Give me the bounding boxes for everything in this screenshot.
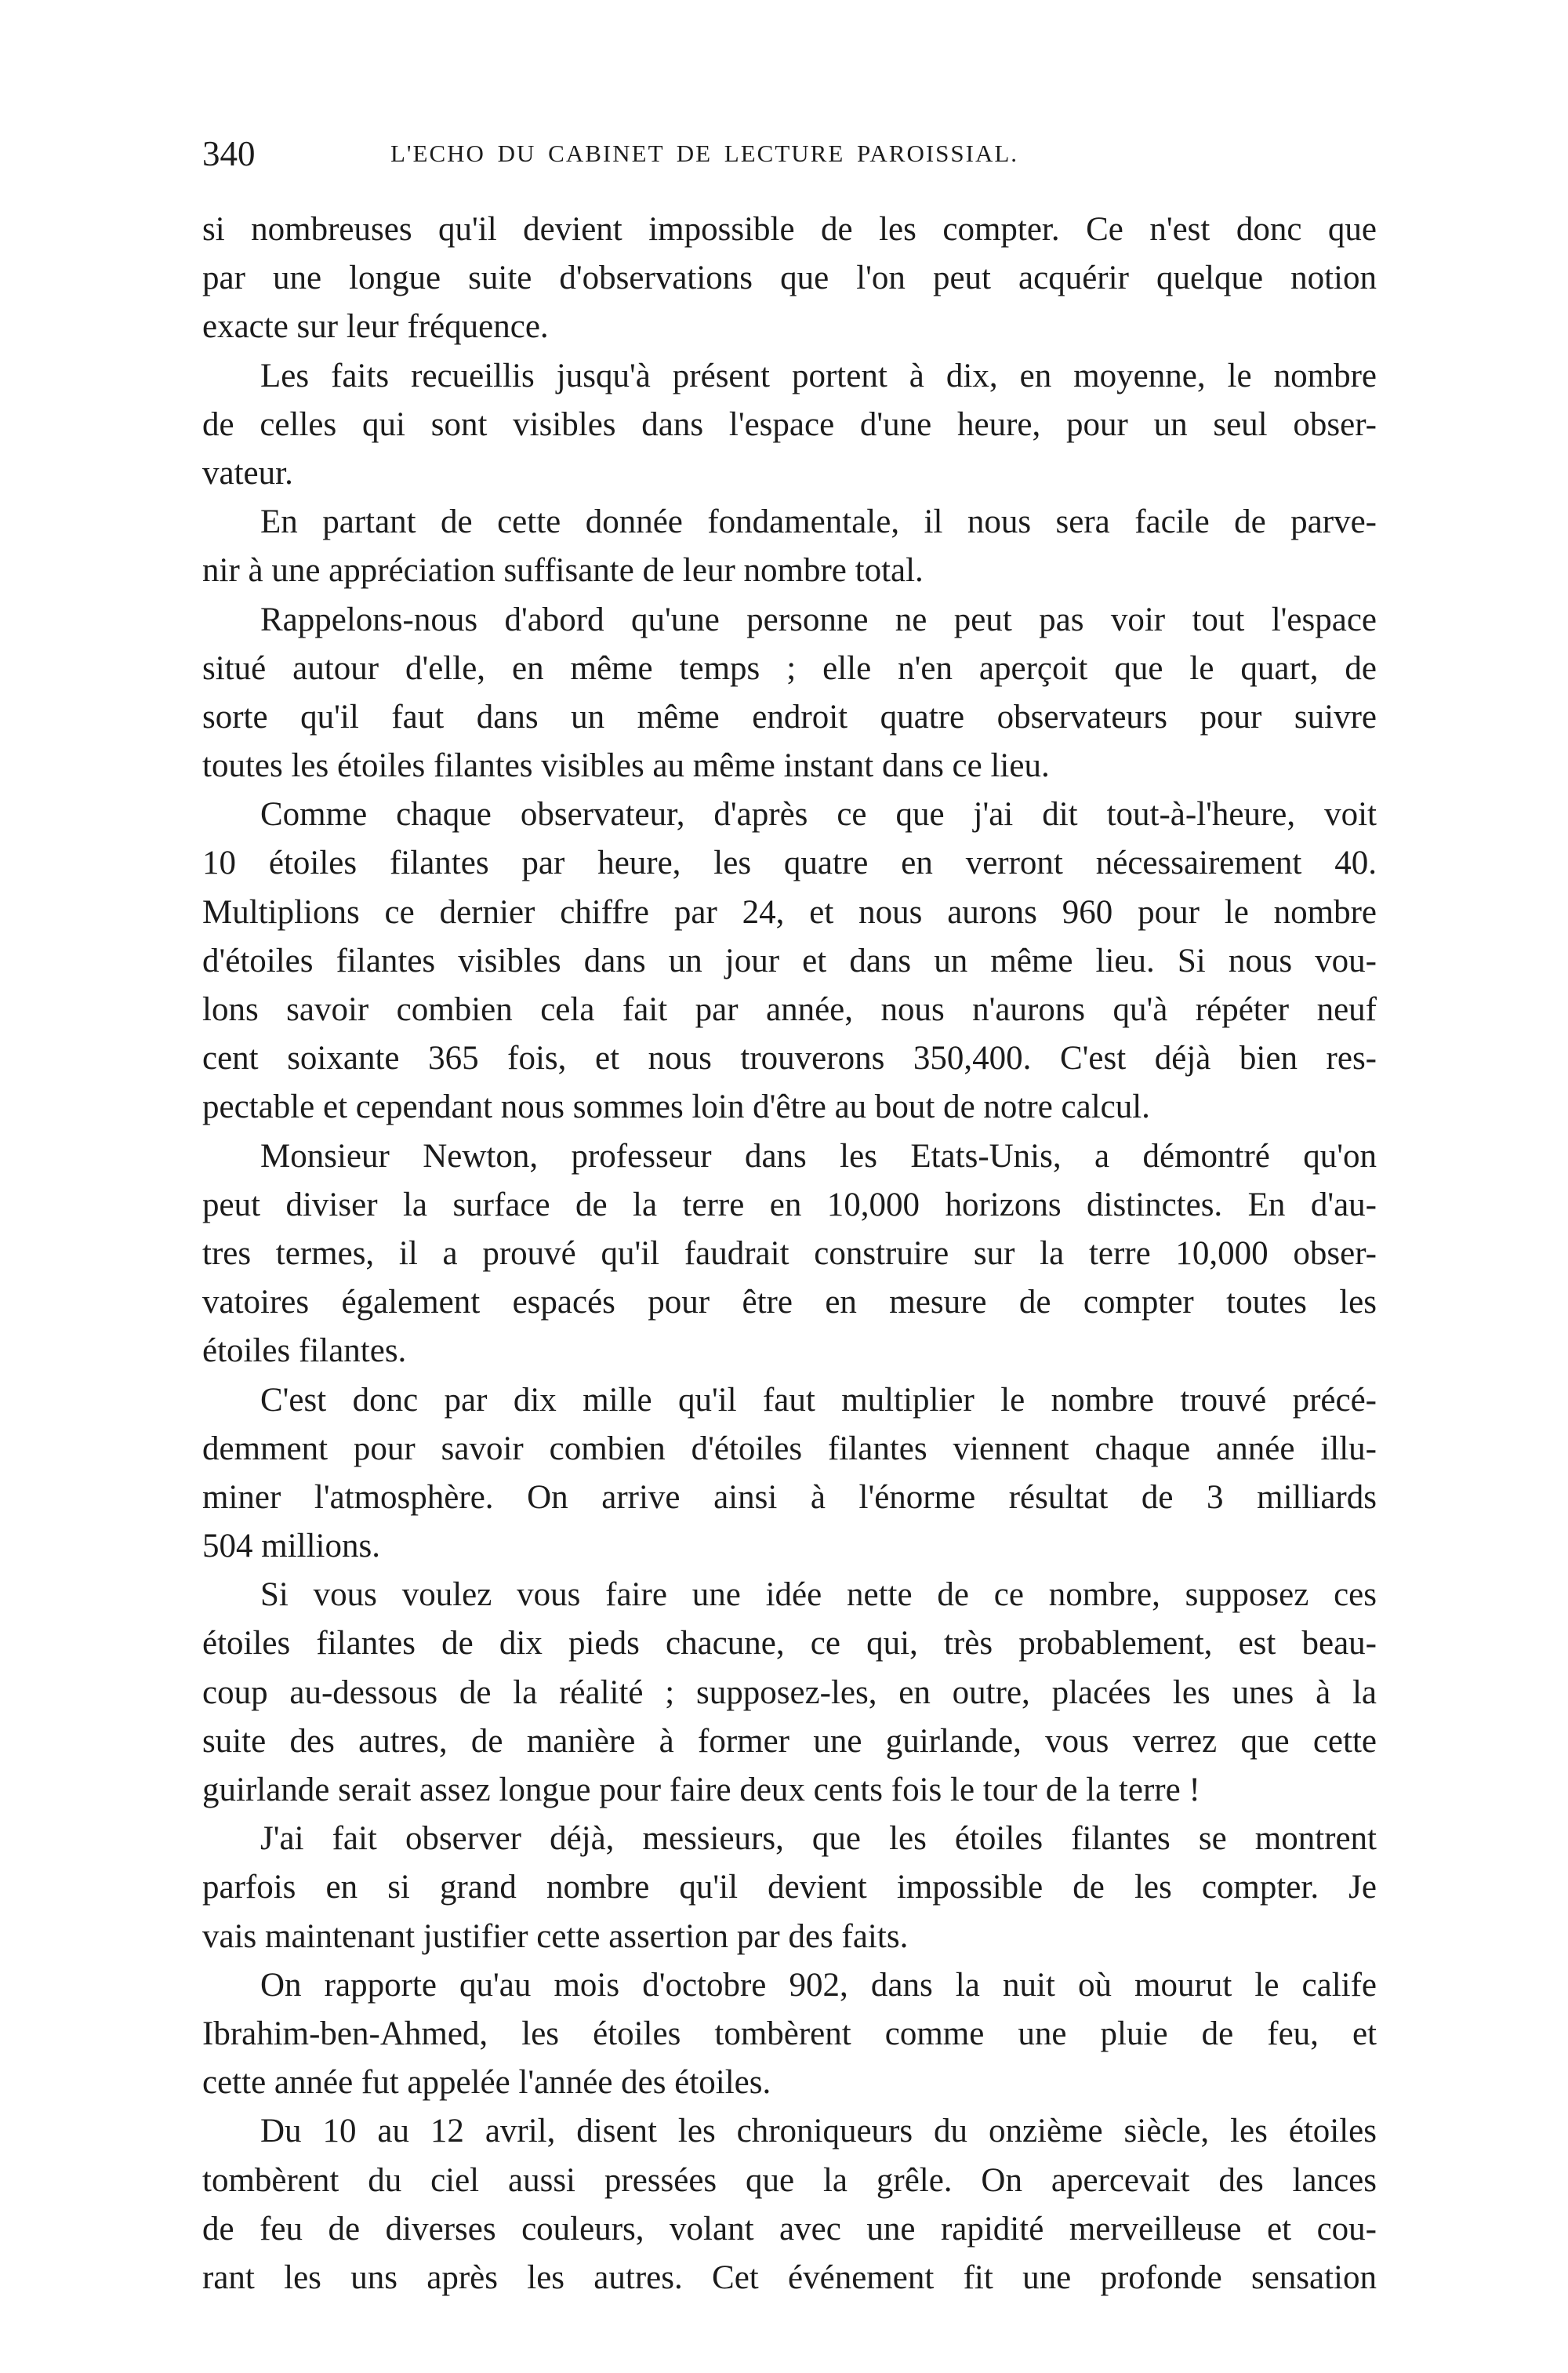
body-text [202,205,1377,2302]
text-line: parfois en si grand nombre qu'il devient impossible de les compter. Je [202,1869,1377,1906]
text-line: toutes les étoiles filantes visibles au même instant dans ce lieu. [202,747,1050,785]
text-line: suite des autres, de manière à former une guirlande, vous verrez que cette [202,1722,1377,1760]
text-line: Ibrahim-ben-Ahmed, les étoiles tombèrent comme une pluie de feu, et [202,2015,1377,2052]
text-line: de celles qui sont visibles dans l'espace d'une heure, pour un seul obser- [202,405,1377,443]
text-line: nir à une appréciation suffisante de leur nombre total. [202,552,924,590]
text-line: Comme chaque observateur, d'après ce que j'ai dit tout-à-l'heure, voit [260,796,1377,834]
running-head [202,130,1378,177]
text-line: tombèrent du ciel aussi pressées que la grêle. On apercevait des lances [202,2161,1377,2199]
text-line: C'est donc par dix mille qu'il faut multiplier le nombre trouvé précé- [260,1381,1377,1419]
text-line: si nombreuses qu'il devient impossible de les compter. Ce n'est donc que [202,211,1377,248]
text-line: coup au-dessous de la réalité ; supposez-les, en outre, placées les unes à la [202,1673,1377,1711]
running-title: L'ECHO DU CABINET DE LECTURE PAROISSIAL. [390,140,1019,167]
text-line: sorte qu'il faut dans un même endroit quatre observateurs pour suivre [202,698,1377,736]
text-line: 504 millions. [202,1528,380,1565]
text-line: miner l'atmosphère. On arrive ainsi à l'énorme résultat de 3 milliards [202,1478,1377,1516]
text-line: tres termes, il a prouvé qu'il faudrait construire sur la terre 10,000 obser- [202,1234,1377,1272]
text-line: Multiplions ce dernier chiffre par 24, et nous aurons 960 pour le nombre [202,893,1377,931]
text-line: par une longue suite d'observations que l'on peut acquérir quelque notion [202,260,1377,297]
text-line: En partant de cette donnée fondamentale, il nous sera facile de parve- [260,503,1377,541]
page-number: 340 [202,134,256,173]
text-line: pectable et cependant nous sommes loin d'être au bout de notre calcul. [202,1088,1150,1126]
text-line: situé autour d'elle, en même temps ; elle n'en aperçoit que le quart, de [202,649,1377,687]
text-line: vais maintenant justifier cette assertion par des faits. [202,1917,909,1955]
text-line: d'étoiles filantes visibles dans un jour et dans un même lieu. Si nous vou- [202,942,1377,979]
text-line: 10 étoiles filantes par heure, les quatre en verront nécessairement 40. [202,845,1377,882]
text-line: de feu de diverses couleurs, volant avec une rapidité merveilleuse et cou- [202,2210,1377,2248]
text-line: lons savoir combien cela fait par année, nous n'aurons qu'à répéter neuf [202,991,1377,1028]
text-line: étoiles filantes de dix pieds chacune, ce qui, très probablement, est beau- [202,1625,1377,1663]
text-line: rant les uns après les autres. Cet événement fit une profonde sensation [202,2259,1377,2296]
text-line: peut diviser la surface de la terre en 10,000 horizons distinctes. En d'au- [202,1186,1377,1223]
text-line: cette année fut appelée l'année des étoiles. [202,2064,771,2102]
text-line: Du 10 au 12 avril, disent les chroniqueurs du onzième siècle, les étoiles [260,2113,1377,2150]
text-line: exacte sur leur fréquence. [202,308,549,346]
text-line: cent soixante 365 fois, et nous trouverons 350,400. C'est déjà bien res- [202,1040,1377,1077]
text-line: Les faits recueillis jusqu'à présent portent à dix, en moyenne, le nombre [260,357,1377,394]
text-line: J'ai fait observer déjà, messieurs, que les étoiles filantes se montrent [260,1820,1377,1858]
text-line: vatoires également espacés pour être en mesure de compter toutes les [202,1284,1377,1321]
text-line: On rapporte qu'au mois d'octobre 902, dans la nuit où mourut le calife [260,1966,1377,2004]
text-line: Rappelons-nous d'abord qu'une personne ne peut pas voir tout l'espace [260,601,1377,638]
text-line: étoiles filantes. [202,1332,407,1370]
text-line: Monsieur Newton, professeur dans les Etats-Unis, a démontré qu'on [260,1137,1377,1175]
text-line: demment pour savoir combien d'étoiles filantes viennent chaque année illu- [202,1430,1377,1467]
text-line: Si vous voulez vous faire une idée nette de ce nombre, supposez ces [260,1576,1377,1614]
text-line: guirlande serait assez longue pour faire deux cents fois le tour de la terre ! [202,1772,1200,1808]
text-line: vateur. [202,454,293,492]
